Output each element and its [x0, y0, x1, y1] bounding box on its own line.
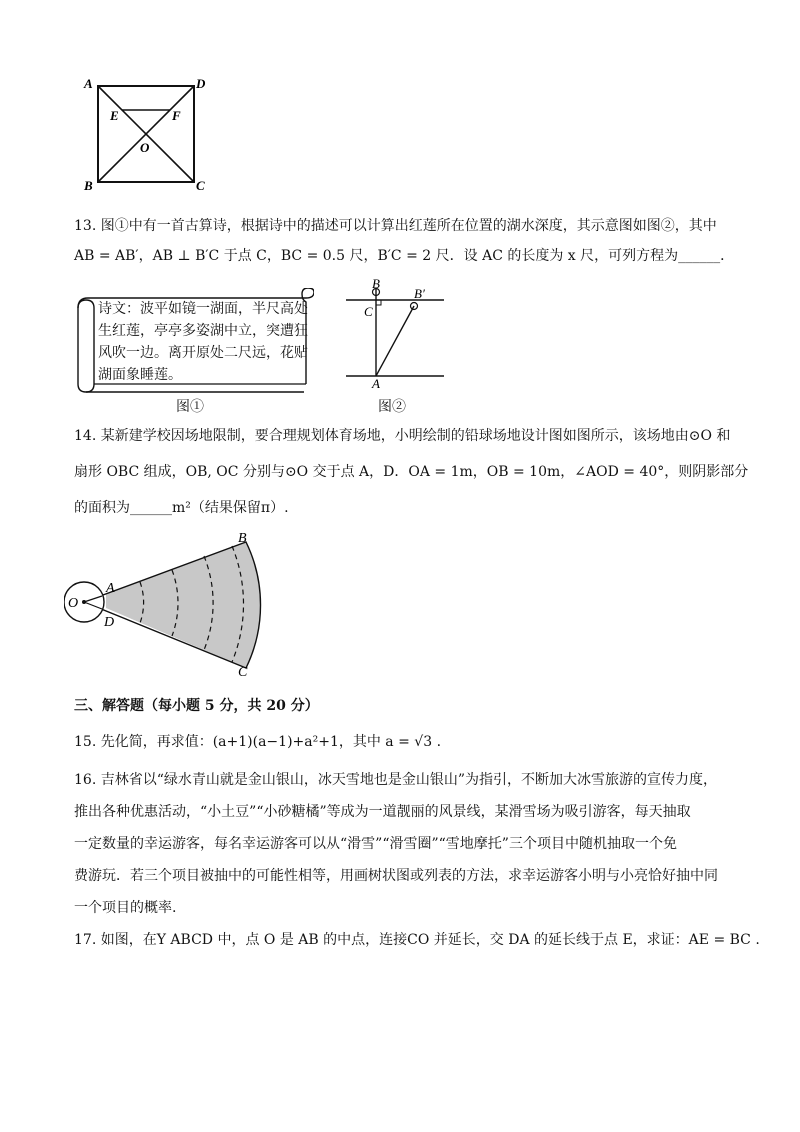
q17-text: 17. 如图，在Y ABCD 中，点 O 是 AB 的中点，连接CO 并延长，交 DA 的延长线于点 E，求证：AE = BC .: [74, 932, 760, 948]
q16-line1: 16. 吉林省以“绿水青山就是金山银山，冰天雪地也是金山银山”为指引，不断加大冰雪旅游的宣传力度，: [74, 772, 718, 788]
label-a: A: [84, 76, 93, 91]
q16-line4: 费游玩．若三个项目被抽中的可能性相等，用画树状图或列表的方法，求幸运游客小明与小亮恰好抽中同: [74, 868, 718, 884]
label-b: B: [372, 278, 380, 291]
label-d: D: [104, 615, 115, 630]
fig-shot-put-sector: [64, 530, 264, 678]
q13-line1: 13. 图①中有一首古算诗，根据诗中的描述可以计算出红莲所在位置的湖水深度，其示意图如图②，其中: [74, 218, 717, 234]
label-c: C: [364, 304, 373, 319]
q13-line2: AB = AB′，AB ⊥ B′C 于点 C，BC = 0.5 尺，B′C = 2 尺．设 AC 的长度为 x 尺，可列方程为______．: [74, 248, 735, 264]
label-o: O: [68, 596, 79, 611]
poem-text: 诗文：波平如镜一湖面，半尺高处生红莲，亭亭多姿湖中立，突遭狂风吹一边。离开原处二尺远，花贴湖面象睡莲。: [98, 301, 308, 383]
label-f: F: [172, 108, 181, 123]
label-d: D: [196, 76, 206, 91]
q16-line5: 一个项目的概率.: [74, 900, 177, 916]
label-c: C: [238, 665, 248, 678]
segment-abp: [376, 306, 414, 376]
label-b: B: [238, 531, 247, 546]
label-e: E: [110, 108, 119, 123]
label-a: A: [372, 376, 380, 390]
fig-square-diagram: [80, 74, 210, 194]
right-angle-mark: [376, 300, 381, 305]
fig-lake-diagram: [340, 278, 450, 390]
label-b: B: [84, 178, 93, 193]
q16-line3: 一定数量的幸运游客，每名幸运游客可以从“滑雪”“滑雪圈”“雪地摩托”三个项目中随机抽取一个免: [74, 836, 677, 852]
caption-figure-1: 图①: [176, 399, 204, 415]
label-o: O: [140, 140, 150, 155]
q14-line3: 的面积为______m²（结果保留π）.: [74, 500, 289, 516]
q14-line1: 14. 某新建学校因场地限制，要合理规划体育场地，小明绘制的铅球场地设计图如图所示，该场地由⊙O 和: [74, 428, 731, 444]
q14-line2: 扇形 OBC 组成，OB, OC 分别与⊙O 交于点 A，D．OA = 1m，OB = 10m，∠AOD = 40°，则阴影部分: [74, 464, 749, 480]
caption-figure-2: 图②: [378, 399, 406, 415]
label-bp: B′: [414, 286, 425, 301]
label-c: C: [196, 178, 205, 193]
q16-line2: 推出各种优惠活动，“小土豆”“小砂糖橘”等成为一道靓丽的风景线，某滑雪场为吸引游客，每天抽取: [74, 804, 691, 820]
q15-text: 15. 先化简，再求值：(a+1)(a−1)+a²+1，其中 a = √3 .: [74, 734, 442, 750]
section-title: 三、解答题（每小题 5 分，共 20 分）: [74, 698, 319, 714]
shaded-region: [106, 542, 261, 668]
label-a: A: [106, 581, 115, 596]
